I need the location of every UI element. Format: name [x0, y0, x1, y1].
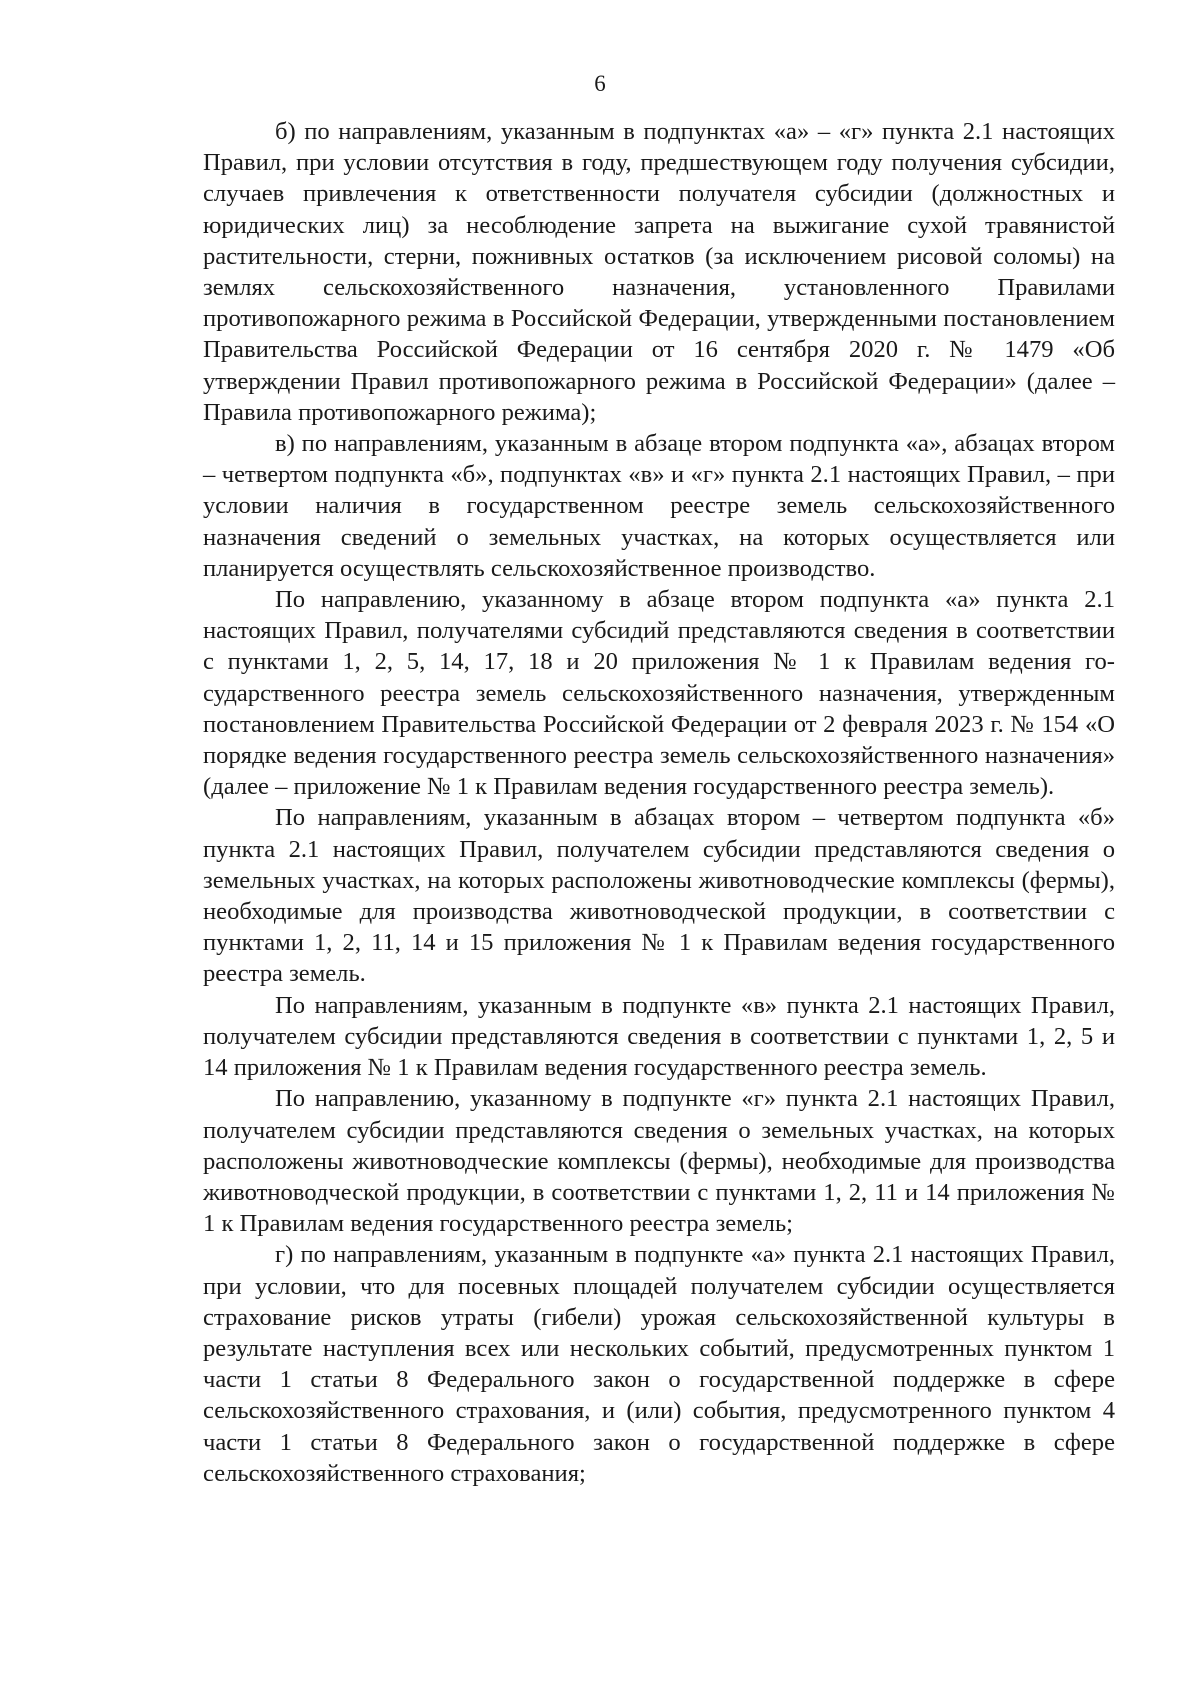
paragraph-b: б) по направлениям, указанным в подпунктах «а» – «г» пункта 2.1 настоящих Правил, при условии отсутствия в году, предшествующем году получения субсидии, случаев привлечения к ответственности получателя субсидии (должностных и юридических лиц) за несоблюдение запрета на выжигание сухой травянистой растительности, стерни, пожнивных остатков (за исключением рисовой соломы) на землях сельскохозяйственного назначения, установленного Правилами противопожарного режима в Российской Федерации, утвержденными постановлением Правительства Российской Федерации от 16 сентября 2020 г. № 1479 «Об утверждении Правил противопожарного режима в Российской Федерации» (далее – Правила противопожарного режима);: [203, 118, 1115, 426]
page-number: 6: [594, 71, 606, 96]
paragraph-v: в) по направлениям, указанным в абзаце втором подпункта «а», абзацах втором – четвертом подпункта «б», подпунктах «в» и «г» пункта 2.1 настоящих Правил, – при условии наличия в государственном реестре земель сельскохозяйственного назначения сведений о земельных участках, на которых осуществляется или планируется осуществлять сельскохозяйственное производство.: [203, 430, 1115, 582]
paragraph-directions-b: По направлениям, указанным в абзацах втором – четвертом подпункта «б» пункта 2.1 настоящих Правил, получателем субсидии представляются сведения о земельных участках, на которых расположены животноводческие комплексы (фермы), необходимые для производства животноводческой продукции, в соответствии с пунктами 1, 2, 11, 14 и 15 приложения № 1 к Правилам ведения государственного реестра земель.: [203, 804, 1115, 988]
paragraph-direction-a2: По направлению, указанному в абзаце втором подпункта «а» пункта 2.1 настоящих Правил, получателями субсидий представляются сведения в соответствии с пунктами 1, 2, 5, 14, 17, 18 и 20 приложения № 1 к Правилам ведения государственного реестра земель сельскохозяйственного назначения, утвержденным постановлением Правительства Российской Федерации от 2 февраля 2023 г. № 154 «О порядке ведения государственного реестра земель сельскохозяйственного назначения» (далее – приложение № 1 к Правилам ведения государственного реестра земель).: [203, 586, 1115, 801]
paragraph-directions-v: По направлениям, указанным в подпункте «в» пункта 2.1 настоящих Правил, получателем субсидии представляются сведения в соответствии с пунктами 1, 2, 5 и 14 приложения № 1 к Правилам ведения государственного реестра земель.: [203, 991, 1115, 1082]
paragraph-g: г) по направлениям, указанным в подпункте «а» пункта 2.1 настоящих Правил, при условии, что для посевных площадей получателем субсидии осуществляется страхование рисков утраты (гибели) урожая сельскохозяйственной культуры в результате наступления всех или нескольких событий, предусмотренных пунктом 1 части 1 статьи 8 Федерального закон о государственной поддержке в сфере сельскохозяйственного страхования, и (или) события, предусмотренного пунктом 4 части 1 статьи 8 Федерального закон о государственной поддержке в сфере сельскохозяйственного страхования;: [203, 1241, 1115, 1487]
paragraph-direction-g: По направлению, указанному в подпункте «г» пункта 2.1 настоящих Правил, получателем субсидии представляются сведения о земельных участках, на которых расположены животноводческие комплексы (фермы), необходимые для производства животноводческой продукции, в соответствии с пунктами 1, 2, 11 и 14 приложения № 1 к Правилам ведения государственного реестра земель;: [203, 1085, 1115, 1238]
document-body: [203, 116, 1115, 1489]
